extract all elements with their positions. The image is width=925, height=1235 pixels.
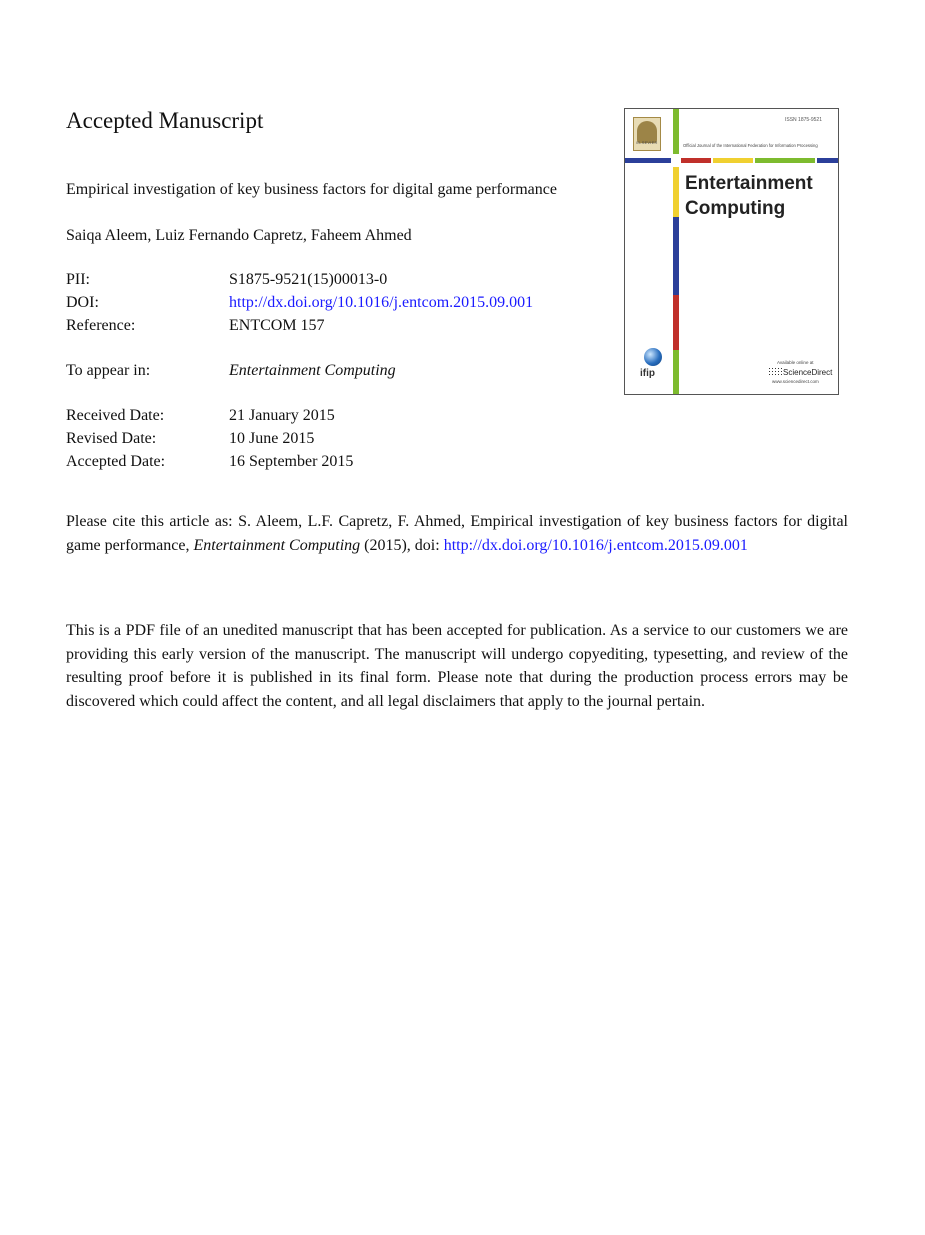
accepted-label: Accepted Date: (66, 453, 166, 470)
appear-label: To appear in: (66, 362, 151, 379)
citation-journal: Entertainment Computing (193, 536, 361, 554)
accepted-value: 16 September 2015 (229, 453, 354, 470)
cover-bar (673, 217, 679, 295)
ifip-logo: ifip (640, 368, 655, 379)
cover-bar (673, 109, 679, 154)
disclaimer-paragraph: This is a PDF file of an unedited manuscript that has been accepted for publication. As a service to our customers we are providing this early version of the manuscript. The manuscript will undergo copyediting, typesetting, and review of the resulting proof before it is published in its final form. Please note that during the production process errors may be discovered which could affect the content, and all legal disclaimers that apply to the journal pertain. (66, 622, 848, 710)
doi-link[interactable]: http://dx.doi.org/10.1016/j.entcom.2015.09.001 (229, 294, 534, 311)
journal-cover (624, 108, 839, 395)
cover-bar (625, 158, 671, 163)
pii-row (66, 271, 387, 289)
reference-label: Reference: (66, 317, 136, 334)
citation-prefix: Please cite this article as: S. Aleem, L.F. Capretz, F. Ahmed, Empirical investigation of key business factors for digital game performance, (66, 513, 848, 554)
reference-row (66, 317, 325, 335)
doi-label: DOI: (66, 294, 99, 311)
cover-issn: ISSN 1875-9521 (785, 117, 822, 123)
cover-bar (713, 158, 753, 163)
cover-journal-line1: Entertainment (685, 173, 813, 194)
received-label: Received Date: (66, 407, 165, 424)
citation-suffix: (2015), doi: (360, 536, 444, 554)
received-value: 21 January 2015 (229, 407, 335, 424)
cover-bar (673, 167, 679, 217)
accepted-row (66, 453, 353, 471)
cover-bar (755, 158, 815, 163)
cover-subtitle: Official Journal of the International Federation for Information Processing (683, 143, 818, 148)
pii-label: PII: (66, 271, 90, 288)
article-authors: Saiqa Aleem, Luiz Fernando Capretz, Faheem Ahmed (66, 227, 412, 244)
sciencedirect-dots-icon (768, 367, 782, 377)
cover-journal-line2: Computing (685, 198, 786, 219)
cover-bar (673, 295, 679, 350)
revised-row (66, 430, 314, 448)
revised-value: 10 June 2015 (229, 430, 315, 447)
cover-bar (681, 158, 711, 163)
cover-url: www.sciencedirect.com (772, 379, 819, 384)
cover-bar (817, 158, 838, 163)
article-title: Empirical investigation of key business factors for digital game performance (66, 181, 557, 198)
cover-journal-name (685, 171, 813, 221)
elsevier-tree-icon (633, 117, 661, 151)
received-row (66, 407, 335, 425)
cover-sciencedirect: ScienceDirect (783, 368, 833, 377)
appear-journal: Entertainment Computing (229, 362, 396, 379)
cover-publisher: ELSEVIER (636, 140, 658, 145)
appear-row (66, 362, 396, 380)
citation-paragraph (66, 510, 848, 557)
globe-icon (644, 348, 662, 366)
page-heading: Accepted Manuscript (66, 108, 264, 133)
pii-value: S1875-9521(15)00013-0 (229, 271, 388, 288)
revised-label: Revised Date: (66, 430, 157, 447)
cover-bar (673, 350, 679, 394)
cover-available: Available online at (777, 360, 814, 365)
doi-row (66, 294, 533, 312)
citation-doi-link[interactable]: http://dx.doi.org/10.1016/j.entcom.2015.09.001 (443, 536, 748, 554)
reference-value: ENTCOM 157 (229, 317, 325, 334)
